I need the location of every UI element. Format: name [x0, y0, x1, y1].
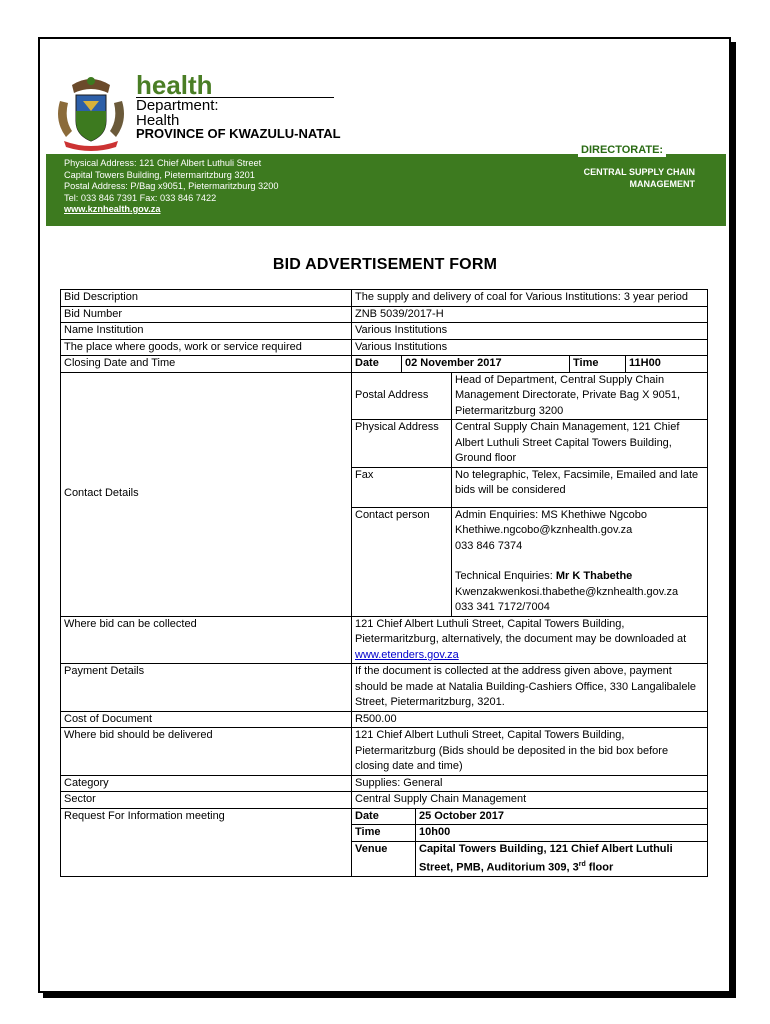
rfi-venue-label: Venue: [352, 841, 416, 877]
admin-email: Khethiwe.ngcobo@kznhealth.gov.za: [455, 524, 633, 536]
website-link[interactable]: www.kznhealth.gov.za: [64, 204, 161, 214]
rfi-table: [351, 808, 708, 878]
directorate-line: MANAGEMENT: [629, 179, 695, 189]
row-value: The supply and delivery of coal for Various Institutions: 3 year period: [352, 290, 708, 307]
address-line: Tel: 033 846 7391 Fax: 033 846 7422: [64, 192, 217, 203]
physical-value: Central Supply Chain Management, 121 Chief Albert Luthuli Street Capital Towers Building, Ground floor: [452, 420, 708, 468]
row-value: Supplies: General: [352, 775, 708, 792]
table-row: [61, 792, 708, 809]
row-value: [352, 616, 708, 664]
venue-text: Capital Towers Building, 121 Chief Albert Luthuli Street, PMB, Auditorium 309, 3: [419, 842, 673, 874]
row-label: Closing Date and Time: [61, 356, 352, 373]
row-label: Bid Number: [61, 306, 352, 323]
admin-phone: 033 846 7374: [455, 539, 523, 552]
venue-sup: rd: [578, 861, 586, 868]
row-value: If the document is collected at the address given above, payment should be made at Natalia Building-Cashiers Office, 330 Langalibalele Street, Pietermaritzburg, 3201.: [352, 664, 708, 712]
closing-date-label: Date: [352, 356, 402, 373]
address-line: Capital Towers Building, Pietermaritzburg 3201: [64, 169, 255, 180]
table-row: [61, 616, 708, 664]
row-label: Request For Information meeting: [61, 808, 352, 877]
tech-email: Kwenzakwenkosi.thabethe@kznhealth.gov.za: [455, 585, 679, 598]
row-value: Various Institutions: [352, 323, 708, 340]
etenders-link[interactable]: www.etenders.gov.za: [355, 648, 459, 661]
tech-phone: 033 341 7172/7004: [455, 601, 550, 613]
row-label: Cost of Document: [61, 711, 352, 728]
row-label: The place where goods, work or service required: [61, 339, 352, 356]
venue-tail: floor: [585, 861, 614, 874]
table-row: [61, 323, 708, 340]
rfi-date-value: 25 October 2017: [416, 808, 708, 825]
table-row: [61, 664, 708, 712]
logo-health-subtitle: Health: [136, 112, 180, 129]
collect-text: 121 Chief Albert Luthuli Street, Capital Towers Building, Pietermaritzburg, alternatively, the document may be downloaded at: [355, 617, 687, 645]
logo-department: Department:: [136, 97, 219, 114]
rfi-time-value: 10h00: [416, 825, 708, 842]
logo-province: PROVINCE OF KWAZULU-NATAL: [136, 126, 341, 141]
table-row: [61, 775, 708, 792]
directorate-label: DIRECTORATE:: [578, 144, 666, 157]
table-row: [61, 306, 708, 323]
row-value: Various Institutions: [352, 339, 708, 356]
row-value: R500.00: [352, 711, 708, 728]
row-label: Where bid can be collected: [61, 616, 352, 664]
directorate-name: [535, 166, 695, 190]
postal-label: Postal Address: [352, 372, 452, 420]
address-block: [64, 158, 279, 216]
address-line: Physical Address: 121 Chief Albert Luthuli Street: [64, 158, 262, 168]
row-label: Contact Details: [61, 372, 352, 616]
tech-name: Mr K Thabethe: [555, 570, 633, 582]
closing-table: [351, 355, 708, 373]
kzn-coat-of-arms-icon: [50, 71, 132, 151]
table-row: [61, 356, 708, 373]
logo-health-wordmark: health: [136, 70, 213, 100]
row-value: 121 Chief Albert Luthuli Street, Capital Towers Building, Pietermaritzburg (Bids should be deposited in the bid box before closing date and time): [352, 728, 708, 776]
row-label: Sector: [61, 792, 352, 809]
table-row: [61, 339, 708, 356]
contact-table: [351, 372, 708, 617]
row-label: Category: [61, 775, 352, 792]
contact-person-value: [452, 507, 708, 616]
contact-person-label: Contact person: [352, 507, 452, 616]
row-label: Bid Description: [61, 290, 352, 307]
table-row: [61, 372, 708, 616]
closing-time-label: Time: [570, 356, 626, 373]
bid-table: [60, 289, 708, 877]
address-line: Postal Address: P/Bag x9051, Pietermaritzburg 3200: [64, 181, 279, 191]
closing-date-value: 02 November 2017: [402, 356, 570, 373]
form-title: BID ADVERTISEMENT FORM: [272, 256, 498, 273]
rfi-venue-value: [416, 841, 708, 877]
directorate-line: CENTRAL SUPPLY CHAIN: [583, 167, 695, 177]
row-value: Central Supply Chain Management: [352, 792, 708, 809]
rfi-cell: [352, 808, 708, 877]
row-label: Payment Details: [61, 664, 352, 712]
fax-label: Fax: [352, 467, 452, 507]
physical-label: Physical Address: [352, 420, 452, 468]
row-value: ZNB 5039/2017-H: [352, 306, 708, 323]
postal-value: Head of Department, Central Supply Chain Management Directorate, Private Bag X 9051, Pietermaritzburg 3200: [452, 372, 708, 420]
table-row: [61, 711, 708, 728]
table-row: [61, 728, 708, 776]
admin-enquiries: Admin Enquiries: MS Khethiwe Ngcobo: [455, 508, 647, 521]
tech-prefix: Technical Enquiries:: [455, 570, 556, 582]
closing-time-value: 11H00: [626, 356, 708, 373]
table-row: [61, 290, 708, 307]
row-label: Name Institution: [61, 323, 352, 340]
closing-cell: [352, 356, 708, 373]
table-row: [61, 808, 708, 877]
fax-value: No telegraphic, Telex, Facsimile, Emailed and late bids will be considered: [452, 467, 708, 507]
technical-enquiries: [455, 569, 704, 585]
rfi-date-label: Date: [352, 808, 416, 825]
contact-cell: [352, 372, 708, 616]
rfi-time-label: Time: [352, 825, 416, 842]
row-label: Where bid should be delivered: [61, 728, 352, 776]
